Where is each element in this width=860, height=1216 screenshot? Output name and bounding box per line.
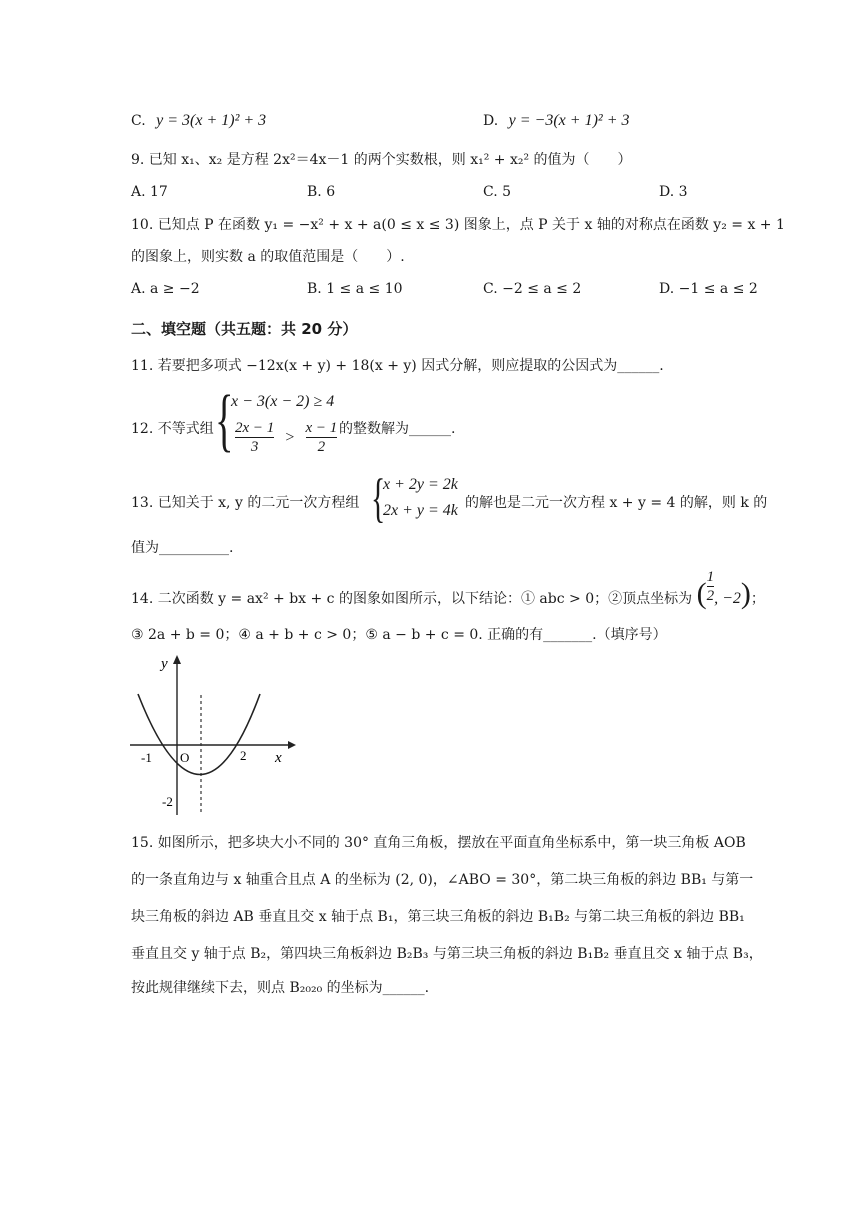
q12-frac2-num: x − 1: [305, 420, 338, 436]
q14-parabola-graph: [128, 650, 298, 820]
q14-semicolon: ；: [750, 591, 765, 607]
q14-vertex-frac: [707, 568, 715, 605]
q12-frac1-num: 2x − 1: [235, 420, 275, 436]
q12-frac2-den: 2: [317, 439, 326, 455]
q15-line5: 按此规律继续下去，则点 B₂₀₂₀ 的坐标为______.: [131, 980, 430, 996]
q14-vertex-num: 1: [706, 568, 715, 585]
graph-x-label: x: [275, 750, 282, 766]
q10-stem-line1: 10. 已知点 P 在函数 y₁ = −x² + x + a(0 ≤ x ≤ 3) 图象上，点 P 关于 x 轴的对称点在函数 y₂ = x + 1: [131, 217, 785, 233]
q13-brace: {: [371, 468, 386, 528]
q9-option-c: C. 5: [483, 184, 512, 200]
q12-frac2: [306, 419, 338, 456]
q14-vertex-rest: , −2: [714, 590, 741, 607]
q14-line1-text: 14. 二次函数 y = ax² + bx + c 的图象如图所示，以下结论：① abc > 0；②顶点坐标为: [131, 591, 693, 607]
q15-line4: 垂直且交 y 轴于点 B₂，第四块三角板斜边 B₂B₃ 与第三块三角板的斜边 B₁B₂ 垂直且交 x 轴于点 B₃，: [131, 946, 763, 962]
q8-option-c-expr: y = 3(x + 1)² + 3: [156, 112, 267, 129]
q13-row1: x + 2y = 2k: [383, 476, 458, 493]
q10-option-a: A. a ≥ −2: [131, 281, 200, 297]
q9-option-d: D. 3: [659, 184, 688, 200]
q8-option-c: [131, 111, 266, 131]
q13-suffix: 的解也是二元一次方程 x + y = 4 的解，则 k 的: [465, 495, 768, 511]
q9-option-b: B. 6: [307, 184, 336, 200]
graph-tick-neg2: -2: [162, 794, 173, 809]
q15-line1: 15. 如图所示，把多块大小不同的 30° 直角三角板，摆放在平面直角坐标系中，第一块三角板 AOB: [131, 835, 746, 851]
q10-option-c: C. −2 ≤ a ≤ 2: [483, 281, 582, 297]
q10-stem-line2: 的图象上，则实数 a 的取值范围是（ ）.: [131, 249, 405, 265]
q14-vertex-open-paren: (: [696, 577, 707, 610]
graph-tick-neg1: -1: [141, 750, 152, 765]
q9-option-a: A. 17: [131, 184, 168, 200]
q12-gt: >: [285, 429, 295, 446]
q15-line3: 块三角板的斜边 AB 垂直且交 x 轴于点 B₁，第三块三角板的斜边 B₁B₂ 与第二块三角板的斜边 BB₁: [131, 909, 745, 925]
y-axis-arrow-icon: [173, 655, 181, 664]
q8-option-d: [483, 111, 629, 131]
graph-tick-2: 2: [240, 748, 247, 763]
q14-vertex-den: 2: [706, 587, 715, 604]
q14-line2: ③ 2a + b = 0；④ a + b + c > 0；⑤ a − b + c = 0. 正确的有_______.（填序号）: [131, 627, 667, 643]
q13-row2: 2x + y = 4k: [383, 502, 458, 519]
q10-option-d: D. −1 ≤ a ≤ 2: [659, 281, 758, 297]
q12-brace: {: [215, 382, 234, 459]
q12-row2: [235, 419, 337, 456]
graph-y-label: y: [161, 656, 168, 672]
q12-frac1-den: 3: [250, 439, 259, 455]
q8-option-d-expr: y = −3(x + 1)² + 3: [508, 112, 630, 129]
q10-option-b: B. 1 ≤ a ≤ 10: [307, 281, 403, 297]
q12-suffix: 的整数解为______.: [339, 421, 456, 437]
q14-vertex-close-paren: ): [740, 577, 751, 610]
q13-line2: 值为__________.: [131, 540, 234, 556]
q13-prefix: 13. 已知关于 x, y 的二元一次方程组: [131, 495, 360, 511]
q12-row1: x − 3(x − 2) ≥ 4: [231, 393, 335, 410]
q12-prefix: 12. 不等式组: [131, 421, 214, 437]
q8-option-c-text: C.: [131, 113, 146, 129]
graph-origin-label: O: [180, 750, 190, 765]
q8-option-d-text: D.: [483, 113, 499, 129]
q11-stem: 11. 若要把多项式 −12x(x + y) + 18(x + y) 因式分解，则应提取的公因式为______.: [131, 358, 664, 374]
q9-stem: 9. 已知 x₁、x₂ 是方程 2x²＝4x－1 的两个实数根，则 x₁² + x₂² 的值为（ ）: [131, 152, 632, 168]
q12-block: [131, 382, 731, 463]
section-title-fill-in: 二、填空题（共五题：共 20 分）: [131, 320, 358, 338]
x-axis-arrow-icon: [288, 741, 296, 749]
q12-frac1: [235, 419, 274, 456]
q13-block: [131, 468, 781, 528]
q14-line1: [131, 566, 765, 610]
q15-line2: 的一条直角边与 x 轴重合且点 A 的坐标为 (2, 0)，∠ABO = 30°，第二块三角板的斜边 BB₁ 与第一: [131, 872, 754, 888]
